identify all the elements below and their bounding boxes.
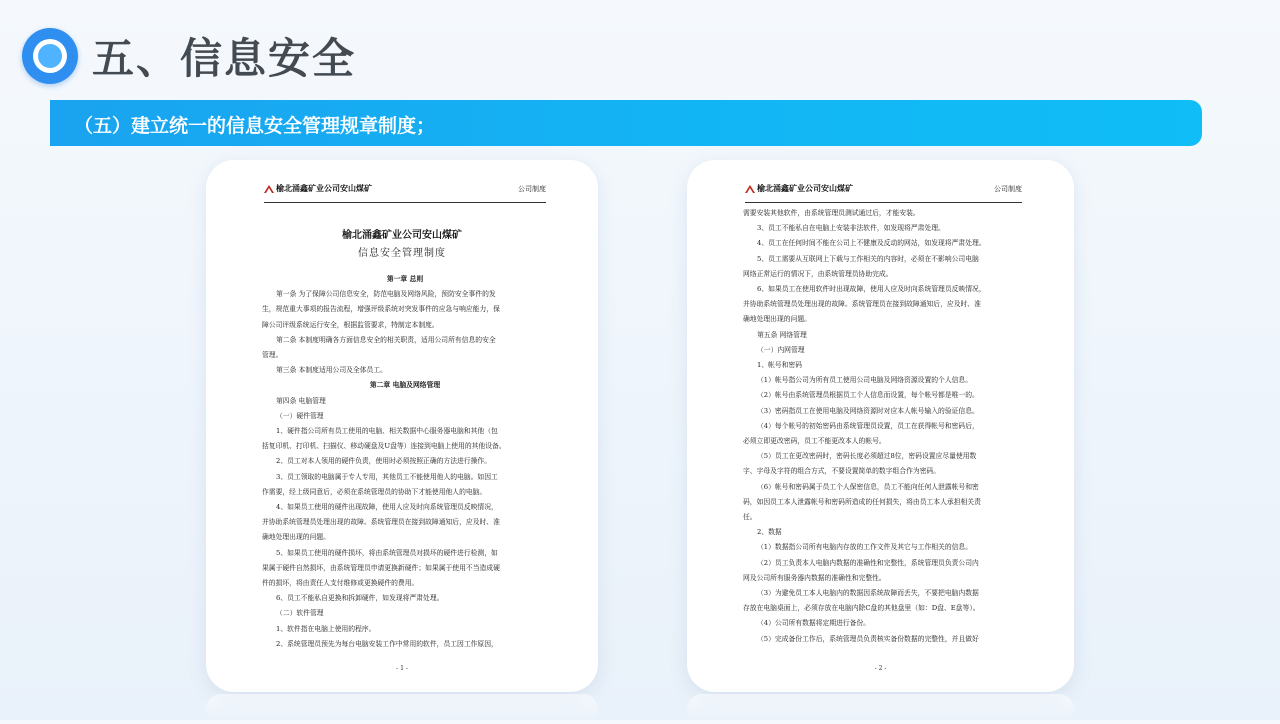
document-text-line: 第三条 本制度适用公司及全体员工。	[276, 366, 387, 375]
document-page-2	[709, 174, 1052, 680]
document-text-line: 1、软件指在电脑上使用的程序。	[276, 624, 376, 633]
document-text-line: （1）帐号指公司为所有员工使用公司电脑及网络资源设置的个人信息。	[757, 376, 973, 385]
subtitle-banner	[50, 100, 1202, 146]
document-text-line: 2、系统管理员预先为每台电脑安装工作中常用的软件，员工因工作原因，	[276, 639, 498, 648]
document-text-line: 4、员工在任何时间不能在公司上不健康及反动的网站，如发现将严肃处理。	[757, 239, 986, 248]
document-text-line: （3）密码指员工在使用电脑及网络资源时对应本人帐号输入的验证信息。	[757, 406, 979, 415]
document-page-1	[228, 174, 576, 680]
document-text-line: 4、如果员工使用的硬件出现故障，使用人应及时向系统管理员反映情况，	[276, 503, 498, 512]
document-text-line: 6、如果员工在使用软件时出现故障，使用人应及时向系统管理员反映情况，	[757, 285, 986, 294]
document-text-line: （4）公司所有数据将定期进行备份。	[757, 619, 871, 628]
document-text-line: （5）员工在更改密码时，密码长度必须超过8位，密码设置应尽量使用数	[757, 452, 977, 461]
document-text-line: （2）帐号由系统管理员根据员工个人信息而设置，每个帐号都是唯一的。	[757, 391, 979, 400]
document-text-line: 3、员工不能私自在电脑上安装非法软件，如发现将严肃处理。	[757, 224, 945, 233]
document-text-line: （3）为避免员工本人电脑内的数据因系统故障而丢失，不要把电脑内数据	[757, 589, 979, 598]
header-doc-type: 公司制度	[994, 185, 1022, 193]
document-subtitle: 信息安全管理制度	[358, 248, 446, 259]
document-text-line: （2）员工负责本人电脑内数据的准确性和完整性，系统管理员负责公司内	[757, 558, 979, 567]
document-page-2-body	[743, 206, 1024, 647]
document-text-line: （5）完成备份工作后，系统管理员负责核实备份数据的完整性，并且做好	[757, 634, 979, 643]
header-company-name: 榆北涌鑫矿业公司安山煤矿	[276, 184, 372, 193]
document-text-line: （1）数据指公司所有电脑内存放的工作文件及其它与工作相关的信息。	[757, 543, 973, 552]
document-text-line: 网络正常运行的情况下，由系统管理员协助完成。	[743, 269, 893, 278]
document-text-line: 码，如因员工本人泄露帐号和密码所造成的任何损失，将由员工本人承担相关责	[743, 497, 981, 506]
slide-logo-icon	[22, 28, 78, 84]
document-page-1-body	[262, 272, 548, 652]
document-text-line: 第四条 电脑管理	[276, 396, 326, 405]
document-text-line: 第一条 为了保障公司信息安全，防范电脑及网络风险，预防安全事件的发	[276, 290, 496, 299]
page-number: - 1 -	[396, 665, 408, 672]
subtitle-text: （五）建立统一的信息安全管理规章制度；	[74, 115, 436, 137]
document-text-line: 存放在电脑桌面上，必须存放在电脑内除C盘的其他盘里（如：D盘、E盘等）。	[743, 604, 980, 613]
document-text-line: 生，规范重大事项的报告流程，增强评级系统对突发事件的应急与响应能力，保	[262, 305, 500, 314]
company-logo-icon	[264, 184, 274, 194]
document-page-2-card	[687, 160, 1074, 692]
document-text-line: 并协助系统管理员处理出现的故障。系统管理员在接到故障通知后，应及时、准	[743, 300, 981, 309]
document-header	[264, 182, 546, 203]
document-text-line: 第二章 电脑及网络管理	[369, 381, 441, 390]
document-text-line: 必须立即更改密码，员工不能更改本人的帐号。	[743, 437, 886, 446]
document-text-line: 果属于硬件自然损坏，由系统管理员申请更换新硬件；如果属于使用不当造成硬	[262, 563, 500, 572]
document-text-line: 并协助系统管理员处理出现的故障。系统管理员在接到故障通知后，应及时、准	[262, 518, 500, 527]
document-text-line: 任。	[743, 513, 757, 522]
document-text-line: 障公司评级系统运行安全，根据监管要求，特制定本制度。	[262, 320, 439, 329]
document-text-line: 3、员工领取的电脑属于专人专用，其他员工不能使用他人的电脑。如因工	[276, 472, 498, 481]
document-text-line: 1、帐号和密码	[757, 361, 803, 370]
document-text-line: （一）内网管理	[757, 345, 805, 354]
document-text-line: 网及公司所有服务器内数据的准确性和完整性。	[743, 573, 886, 582]
page-title: 五、信息安全	[92, 34, 357, 83]
document-text-line: 作需要，经上级同意后，必须在系统管理员的协助下才能使用他人的电脑。	[262, 487, 487, 496]
document-text-line: 件的损坏，将由责任人支付维修或更换硬件的费用。	[262, 579, 419, 588]
document-text-line: 5、如果员工使用的硬件损坏，将由系统管理员对损坏的硬件进行检测，如	[276, 548, 498, 557]
document-text-line: （二）软件管理	[276, 609, 324, 618]
document-page-1-card	[206, 160, 598, 692]
document-text-line: 5、员工需要从互联网上下载与工作相关的内容时，必须在不影响公司电脑	[757, 254, 979, 263]
document-text-line: 字、字母及字符的组合方式，不要设置简单的数字组合作为密码。	[743, 467, 941, 476]
document-text-line: 2、数据	[757, 528, 782, 537]
header-doc-type: 公司制度	[518, 185, 546, 193]
document-text-line: 1、硬件指公司所有员工使用的电脑、相关数据中心服务器电脑和其他（包	[276, 427, 498, 436]
document-text-line: 管理。	[262, 351, 283, 360]
document-text-line: 确地处理出现的问题。	[262, 533, 330, 542]
document-text-line: 括复印机、打印机、扫描仪、移动硬盘及U盘等）连接到电脑上使用的其他设备。	[262, 442, 506, 451]
document-text-line: 6、员工不能私自更换和拆卸硬件，如发现将严肃处理。	[276, 594, 444, 603]
document-text-line: 2、员工对本人领用的硬件负责，使用时必须按照正确的方法进行操作。	[276, 457, 492, 466]
document-header	[745, 182, 1022, 203]
document-text-line: （4）每个帐号的初始密码由系统管理员设置，员工在获得帐号和密码后，	[757, 421, 979, 430]
page-number: - 2 -	[874, 665, 887, 672]
document-text-line: （6）帐号和密码属于员工个人保密信息，员工不能向任何人泄露帐号和密	[757, 482, 979, 491]
document-text-line: 第二条 本制度明确各方面信息安全的相关职责，适用公司所有信息的安全	[276, 335, 496, 344]
document-text-line: 第一章 总则	[386, 275, 424, 283]
document-title: 榆北涌鑫矿业公司安山煤矿	[342, 230, 462, 241]
document-text-line: （一）硬件管理	[276, 411, 324, 420]
document-text-line: 确地处理出现的问题。	[743, 315, 811, 324]
company-logo-icon	[745, 184, 755, 194]
header-company-name: 榆北涌鑫矿业公司安山煤矿	[757, 184, 853, 193]
document-text-line: 第五条 网络管理	[757, 330, 807, 339]
document-text-line: 需要安装其他软件，由系统管理员测试通过后，才能安装。	[743, 209, 920, 217]
